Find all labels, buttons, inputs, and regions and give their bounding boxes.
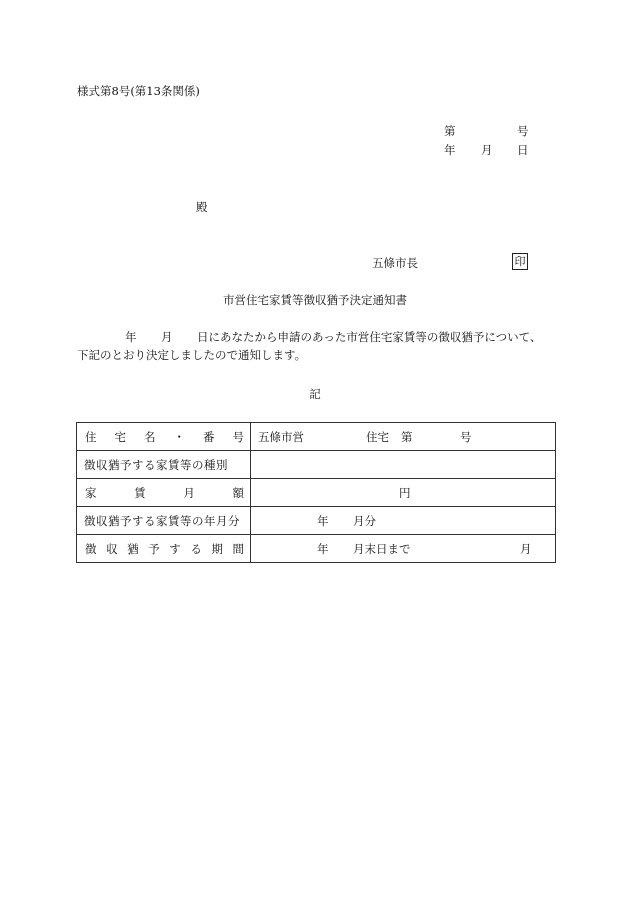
table-row [77, 479, 556, 507]
document-title: 市営住宅家賃等徴収猶予決定通知書 [223, 293, 407, 307]
issuer-name: 五條市長 [372, 256, 418, 270]
doc-number-prefix: 第 [444, 124, 456, 138]
body-line1: 日にあなたから申請のあった市営住宅家賃等の徴収猶予について、 [197, 330, 542, 344]
label-deferral-period: 徴 収 猶 予 す る 期 間 [77, 535, 251, 563]
date-month: 月 [481, 143, 493, 157]
label-monthly-rent: 家 賃 月 額 [77, 479, 251, 507]
value-monthly-rent: 円 [251, 479, 556, 507]
table-row [77, 535, 556, 563]
body-month: 月 [161, 330, 173, 344]
doc-number-suffix: 号 [517, 124, 529, 138]
label-housing-name-number: 住 宅 名 ・ 番 号 [77, 423, 251, 451]
date-year: 年 [444, 143, 456, 157]
table-row [77, 423, 556, 451]
value-deferral-type [251, 451, 556, 479]
value-housing-name-number: 五條市営 住宅 第 号 [251, 423, 556, 451]
form-number: 様式第8号(第13条関係) [77, 84, 200, 98]
body-line2: 下記のとおり決定しましたので通知します。 [77, 348, 307, 362]
body-year: 年 [125, 330, 137, 344]
value-deferral-year-month: 年 月分 [251, 507, 556, 535]
addressee-suffix: 殿 [196, 200, 208, 214]
details-table [76, 422, 556, 563]
ki-heading: 記 [309, 387, 321, 401]
table-row [77, 451, 556, 479]
table-row [77, 507, 556, 535]
seal-mark: 印 [512, 253, 528, 270]
date-day: 日 [517, 143, 529, 157]
label-deferral-year-month: 徴収猶予する家賃等の年月分 [77, 507, 251, 535]
value-deferral-period: 年 月末日まで 月 [251, 535, 556, 563]
label-deferral-type: 徴収猶予する家賃等の種別 [77, 451, 251, 479]
